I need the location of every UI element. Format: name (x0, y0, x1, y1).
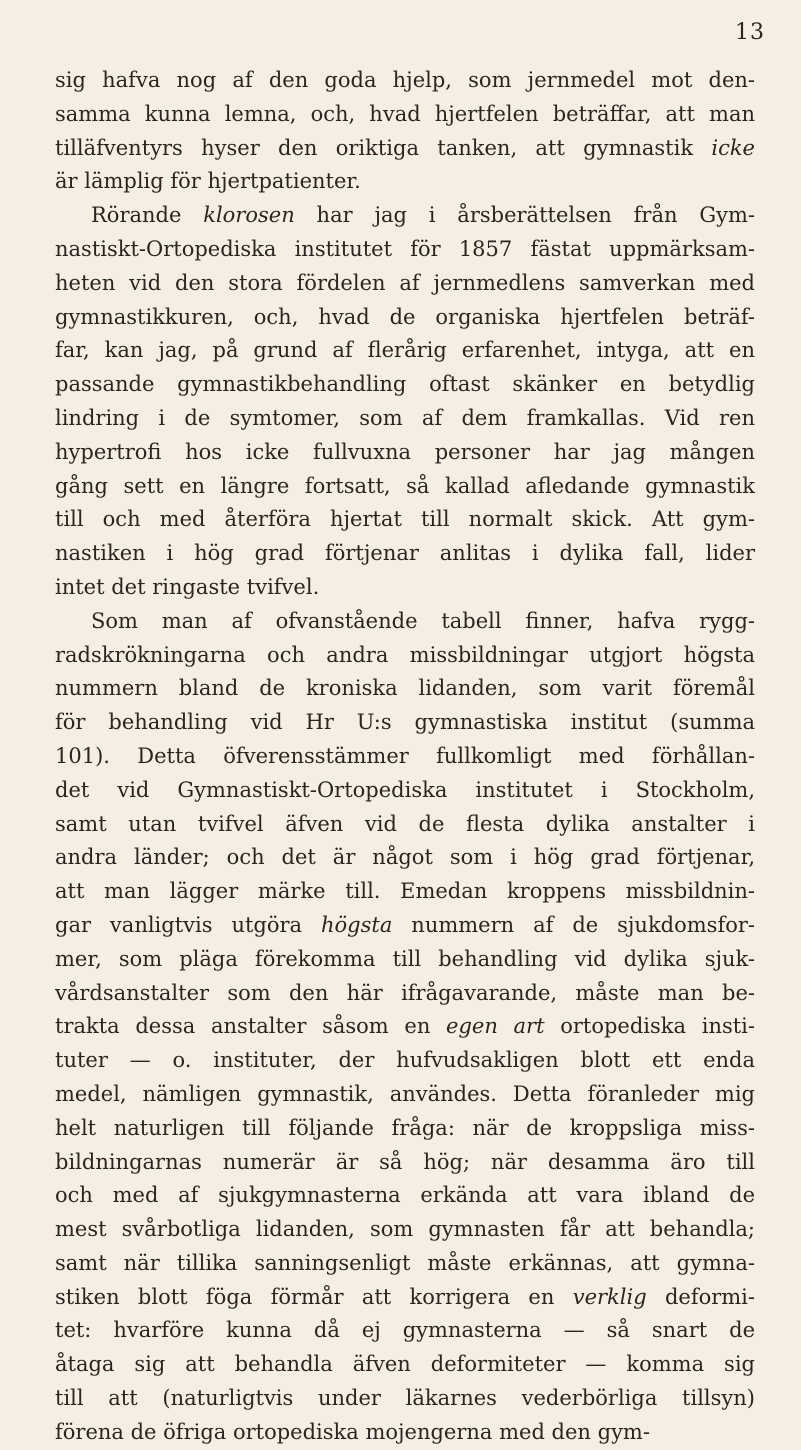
text-line: tilläfventyrs hyser den oriktiga tanken, att gymnastik icke (55, 135, 755, 160)
text-line: Som man af ofvanstående tabell finner, hafva rygg- (91, 608, 755, 633)
text-line: vårdsanstalter som den här ifrågavarande, måste man be- (55, 980, 755, 1005)
text-line: åtaga sig att behandla äfven deformiteter — komma sig (55, 1352, 755, 1377)
text-line: gar vanligtvis utgöra högsta nummern af de sjukdomsfor- (55, 912, 755, 937)
text-line: tuter — o. instituter, der hufvudsakligen blott ett enda (55, 1048, 755, 1073)
text-line: att man lägger märke till. Emedan kroppens missbildnin- (55, 879, 755, 904)
text-line: medel, nämligen gymnastik, användes. Detta föranleder mig (55, 1081, 755, 1106)
text-line: gång sett en längre fortsatt, så kallad afledande gymnastik (55, 473, 755, 498)
text-line: tet: hvarföre kunna då ej gymnasterna — så snart de (55, 1318, 755, 1343)
text-line: lindring i de symtomer, som af dem framkallas. Vid ren (55, 405, 755, 430)
text-line: radskrökningarna och andra missbildningar utgjort högsta (55, 642, 755, 667)
text-line: är lämplig för hjertpatienter. (55, 169, 361, 194)
italic-emphasis: icke (711, 135, 755, 160)
paragraph (55, 605, 755, 1450)
text-line: trakta dessa anstalter såsom en egen art ortopediska insti- (55, 1014, 755, 1039)
text-line: förena de öfriga ortopediska mojengerna med den gym- (55, 1419, 650, 1444)
text-line: 101). Detta öfverensstämmer fullkomligt med förhållan- (55, 743, 755, 768)
text-line: till och med återföra hjertat till normalt skick. Att gym- (55, 507, 755, 532)
text-line: helt naturligen till följande fråga: när de kroppsliga miss- (55, 1115, 755, 1140)
text-line: bildningarnas numerär är så hög; när desamma äro till (55, 1149, 755, 1174)
paragraph (55, 199, 755, 605)
italic-emphasis: egen art (446, 1014, 545, 1039)
text-line: Rörande klorosen har jag i årsberättelsen från Gym- (91, 203, 755, 228)
page-number: 13 (735, 20, 765, 45)
italic-emphasis: högsta (321, 912, 393, 937)
text-line: samt utan tvifvel äfven vid de flesta dylika anstalter i (55, 811, 755, 836)
body-text (55, 64, 755, 1450)
text-line: gymnastikkuren, och, hvad de organiska hjertfelen beträf- (55, 304, 755, 329)
text-line: passande gymnastikbehandling oftast skänker en betydlig (55, 372, 755, 397)
text-line: heten vid den stora fördelen af jernmedlens samverkan med (55, 270, 755, 295)
text-line: för behandling vid Hr U:s gymnastiska institut (summa (55, 710, 755, 735)
text-line: till att (naturligtvis under läkarnes vederbörliga tillsyn) (55, 1386, 755, 1411)
italic-emphasis: verklig (572, 1284, 647, 1309)
text-line: mer, som pläga förekomma till behandling vid dylika sjuk- (55, 946, 755, 971)
italic-emphasis: klorosen (203, 203, 295, 228)
text-line: hypertrofi hos icke fullvuxna personer har jag mången (55, 439, 755, 464)
text-line: nastiken i hög grad förtjenar anlitas i dylika fall, lider (55, 541, 755, 566)
text-line: och med af sjukgymnasterna erkända att vara ibland de (55, 1183, 755, 1208)
text-line: intet det ringaste tvifvel. (55, 574, 320, 599)
text-line: far, kan jag, på grund af flerårig erfarenhet, intyga, att en (55, 338, 755, 363)
text-line: det vid Gymnastiskt-Ortopediska institutet i Stockholm, (55, 777, 755, 802)
text-line: nastiskt-Ortopediska institutet för 1857 fästat uppmärksam- (55, 236, 755, 261)
text-line: samma kunna lemna, och, hvad hjertfelen beträffar, att man (55, 101, 755, 126)
text-line: stiken blott föga förmår att korrigera en verklig deformi- (55, 1284, 755, 1309)
text-line: nummern bland de kroniska lidanden, som varit föremål (55, 676, 755, 701)
text-line: andra länder; och det är något som i hög grad förtjenar, (55, 845, 755, 870)
text-line: sig hafva nog af den goda hjelp, som jernmedel mot den- (55, 68, 755, 92)
paragraph (55, 64, 755, 199)
text-line: mest svårbotliga lidanden, som gymnasten får att behandla; (55, 1217, 755, 1242)
text-line: samt när tillika sanningsenligt måste erkännas, att gymna- (55, 1250, 755, 1275)
